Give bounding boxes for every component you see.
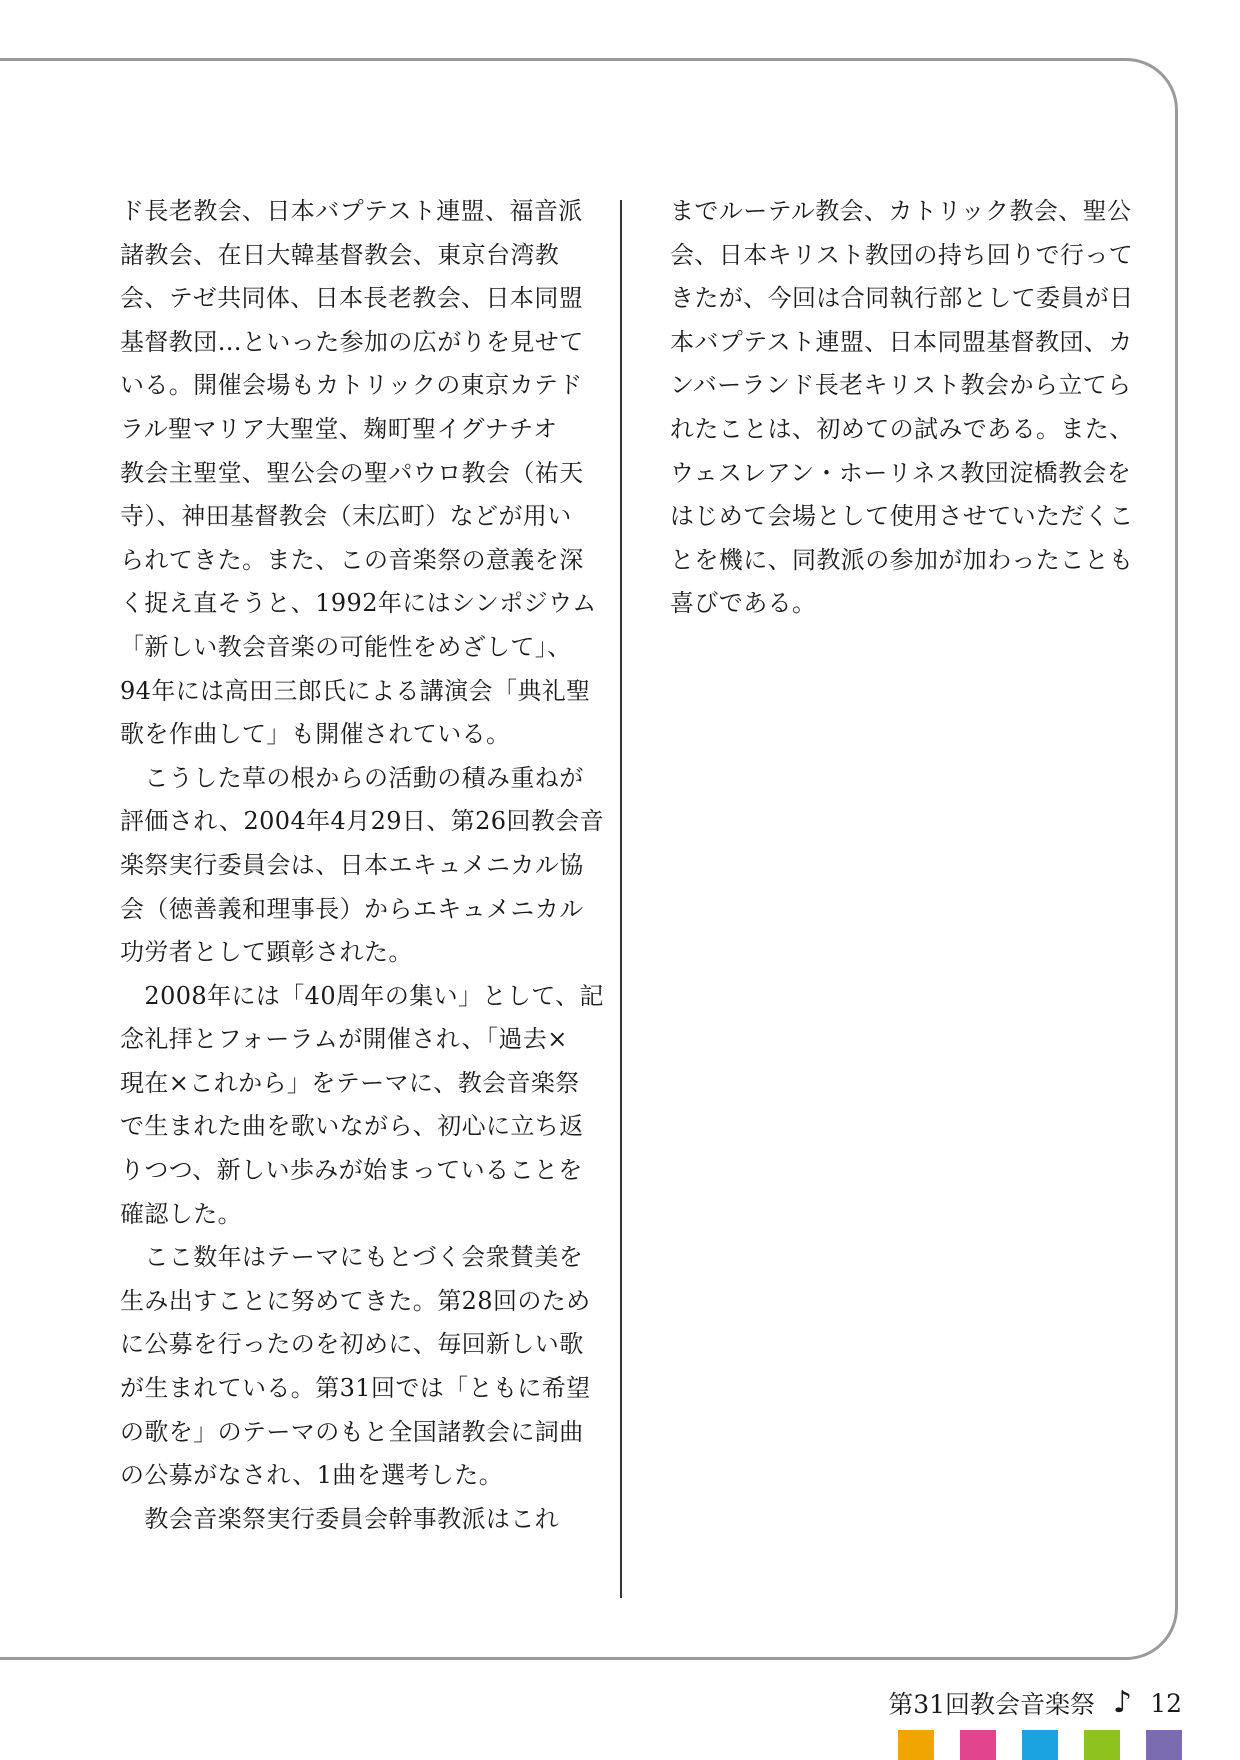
- page-number: 12: [1150, 1688, 1182, 1718]
- text-line: に公募を行ったのを初めに、毎回新しい歌: [120, 1330, 584, 1359]
- text-line: 生み出すことに努めてきた。第28回のため: [120, 1286, 591, 1315]
- text-line: が生まれている。第31回では「ともに希望: [120, 1374, 591, 1403]
- color-swatch: [960, 1730, 996, 1760]
- text-line: く捉え直そうと、1992年にはシンポジウム: [120, 589, 597, 618]
- text-line: りつつ、新しい歩みが始まっていることを: [120, 1156, 583, 1185]
- text-line: 歌を作曲して」も開催されている。: [120, 720, 511, 749]
- text-line: ド長老教会、日本バプテスト連盟、福音派: [120, 197, 583, 225]
- text-line: 楽祭実行委員会は、日本エキュメニカル協: [120, 850, 584, 879]
- text-line: 寺）、神田基督教会（末広町）などが用い: [120, 502, 572, 531]
- text-line: られてきた。また、この音楽祭の意義を深: [120, 545, 584, 574]
- publication-title: 第31回教会音楽祭: [888, 1690, 1096, 1719]
- page-footer: [888, 1685, 1182, 1721]
- music-note-icon: ♪: [1113, 1685, 1133, 1720]
- text-line: 諸教会、在日大韓基督教会、東京台湾教: [120, 240, 560, 269]
- text-line: はじめて会場として使用させていただくこ: [670, 502, 1134, 531]
- text-line: 功労者として顕彰された。: [120, 938, 413, 967]
- text-line: いる。開催会場もカトリックの東京カテド: [120, 371, 583, 400]
- text-line: 確認した。: [120, 1199, 242, 1228]
- text-line: 本バプテスト連盟、日本同盟基督教団、カ: [670, 327, 1133, 356]
- text-line: ウェスレアン・ホーリネス教団淀橋教会を: [670, 458, 1132, 487]
- text-line: ラル聖マリア大聖堂、麹町聖イグナチオ: [120, 414, 558, 443]
- text-line: の公募がなされ、1曲を選考した。: [120, 1461, 504, 1490]
- text-line: 念礼拝とフォーラムが開催され、「過去×: [120, 1025, 568, 1054]
- right-text-column: [670, 190, 1134, 626]
- text-line: ンバーランド長老キリスト教会から立てら: [670, 371, 1132, 400]
- text-line: 2008年には「40周年の集い」として、記: [120, 981, 604, 1010]
- text-line: きたが、今回は合同執行部として委員が日: [670, 284, 1134, 313]
- text-line: 評価され、2004年4月29日、第26回教会音: [120, 807, 605, 836]
- text-line: 喜びである。: [670, 589, 817, 618]
- text-line: 会、日本キリスト教団の持ち回りで行って: [670, 240, 1134, 269]
- text-line: 教会主聖堂、聖公会の聖パウロ教会（祐天: [120, 458, 584, 487]
- text-line: こうした草の根からの活動の積み重ねが: [120, 763, 584, 792]
- column-divider: [620, 200, 622, 1598]
- text-line: 現在×これから」をテーマに、教会音楽祭: [120, 1068, 580, 1097]
- text-line: れたことは、初めての試みである。また、: [670, 414, 1134, 443]
- color-swatch-strip: [898, 1730, 1182, 1760]
- color-swatch: [898, 1730, 934, 1760]
- color-swatch: [1084, 1730, 1120, 1760]
- text-line: 基督教団…といった参加の広がりを見せて: [120, 327, 584, 356]
- left-text-column: [120, 190, 605, 1541]
- text-line: 「新しい教会音楽の可能性をめざして」、: [120, 632, 572, 661]
- text-line: の歌を」のテーマのもと全国諸教会に詞曲: [120, 1417, 584, 1446]
- text-line: 会、テゼ共同体、日本長老教会、日本同盟: [120, 284, 584, 313]
- text-line: とを機に、同教派の参加が加わったことも: [670, 545, 1134, 574]
- text-line: 教会音楽祭実行委員会幹事教派はこれ: [120, 1504, 560, 1533]
- color-swatch: [1146, 1730, 1182, 1760]
- text-line: で生まれた曲を歌いながら、初心に立ち返: [120, 1112, 584, 1141]
- text-line: 94年には高田三郎氏による講演会「典礼聖: [120, 676, 591, 705]
- text-line: までルーテル教会、カトリック教会、聖公: [670, 197, 1132, 225]
- color-swatch: [1022, 1730, 1058, 1760]
- text-line: ここ数年はテーマにもとづく会衆賛美を: [120, 1243, 584, 1272]
- text-line: 会（徳善義和理事長）からエキュメニカル: [120, 894, 584, 923]
